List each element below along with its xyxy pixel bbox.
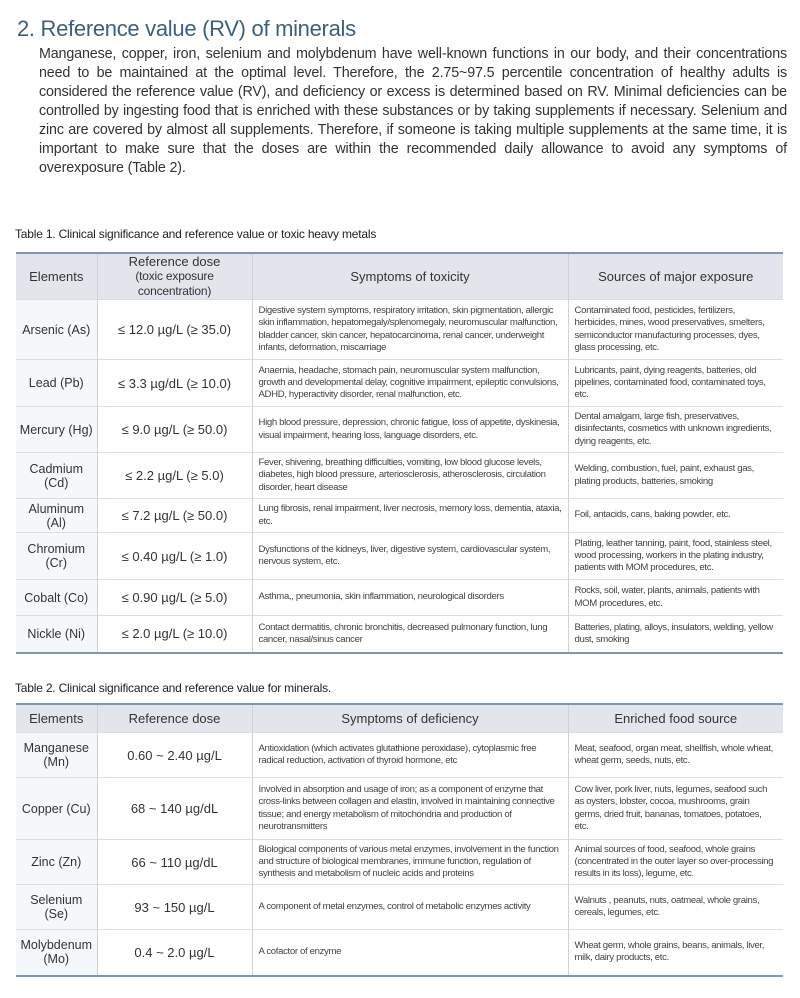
section-title: 2. Reference value (RV) of minerals — [17, 16, 356, 41]
element-cell: Zinc (Zn) — [16, 840, 97, 885]
table1-header-dose-sub: (toxic exposure concentration) — [135, 269, 214, 298]
element-cell: Copper (Cu) — [16, 778, 97, 840]
element-cell: Arsenic (As) — [16, 300, 97, 360]
sources-cell: Welding, combustion, fuel, paint, exhaust gas, plating products, batteries, smoking — [568, 453, 783, 499]
sources-cell: Animal sources of food, seafood, whole grains (concentrated in the outer layer so over-processing results in its loss), legume, etc. — [568, 840, 783, 885]
dose-cell: ≤ 2.2 µg/L (≥ 5.0) — [97, 453, 252, 499]
symptoms-cell: Dysfunctions of the kidneys, liver, digestive system, cardiovascular system, nervous system, etc. — [252, 533, 568, 580]
symptoms-cell: A cofactor of enzyme — [252, 930, 568, 976]
table2-body — [16, 733, 783, 976]
sources-cell: Lubricants, paint, dying reagents, batteries, old pipelines, contaminated food, contaminated toys, etc. — [568, 360, 783, 407]
dose-cell: 66 ~ 110 µg/dL — [97, 840, 252, 885]
sources-cell: Plating, leather tanning, paint, food, stainless steel, wood processing, workers in the plating industry, patients with MOM procedures, etc. — [568, 533, 783, 580]
toxic-metals-table — [16, 252, 783, 654]
table1-caption: Table 1. Clinical significance and reference value or toxic heavy metals — [15, 227, 377, 241]
intro-paragraph: Manganese, copper, iron, selenium and molybdenum have well-known functions in our body, and their concentrations need to be maintained at the optimal level. Therefore, the 2.75~97.5 percentile concentration of healthy adults is considered the reference value (RV), and deficiency or excess is determined based on RV. Minimal deficiencies can be controlled by ingesting food that is enriched with these substances or by taking supplements if necessary. Selenium and zinc are covered by almost all supplements. Therefore, if someone is taking multiple supplements at the same time, it is important to make sure that the doses are within the recommended daily allowance to avoid any symptoms of overexposure (Table 2). — [39, 46, 787, 176]
sources-cell: Rocks, soil, water, plants, animals, patients with MOM procedures, etc. — [568, 580, 783, 616]
element-cell: Aluminum (Al) — [16, 499, 97, 533]
table2-header-row — [16, 704, 783, 733]
sources-cell: Contaminated food, pesticides, fertilizers, herbicides, mines, wood preservatives, smelters, semiconductor manufacturing processes, dyes, glass processing, etc. — [568, 300, 783, 360]
symptoms-cell: A component of metal enzymes, control of metabolic enzymes activity — [252, 885, 568, 930]
symptoms-cell: Fever, shivering, breathing difficulties, vomiting, low blood glucose levels, diabetes, high blood pressure, arteriosclerosis, atherosclerosis, circulation disorder, heart disease — [252, 453, 568, 499]
table2-header-sources: Enriched food source — [568, 704, 783, 733]
table-row — [16, 300, 783, 360]
table1-header-symptoms: Symptoms of toxicity — [252, 253, 568, 300]
table-row — [16, 733, 783, 778]
element-cell: Cadmium (Cd) — [16, 453, 97, 499]
element-cell: Mercury (Hg) — [16, 407, 97, 453]
dose-cell: 0.4 ~ 2.0 µg/L — [97, 930, 252, 976]
sources-cell: Cow liver, pork liver, nuts, legumes, seafood such as oysters, lobster, cocoa, mushrooms, grain germs, dried fruit, bananas, tomatoes, potatoes, etc. — [568, 778, 783, 840]
element-cell: Nickle (Ni) — [16, 616, 97, 653]
table-row — [16, 453, 783, 499]
table-row — [16, 580, 783, 616]
table1-header-row — [16, 253, 783, 300]
sources-cell: Batteries, plating, alloys, insulators, welding, yellow dust, smoking — [568, 616, 783, 653]
table-row — [16, 778, 783, 840]
table-row — [16, 533, 783, 580]
symptoms-cell: High blood pressure, depression, chronic fatigue, loss of appetite, dyskinesia, visual impairment, hearing loss, language disorders, etc. — [252, 407, 568, 453]
table-row — [16, 407, 783, 453]
sources-cell: Walnuts , peanuts, nuts, oatmeal, whole grains, cereals, legumes, etc. — [568, 885, 783, 930]
table1-header-dose-label: Reference dose — [128, 254, 221, 269]
table1-header-elements: Elements — [16, 253, 97, 300]
element-cell: Selenium (Se) — [16, 885, 97, 930]
table2-header-symptoms: Symptoms of deficiency — [252, 704, 568, 733]
table-row — [16, 360, 783, 407]
table1-body — [16, 300, 783, 653]
table-row — [16, 840, 783, 885]
table-row — [16, 616, 783, 653]
sources-cell: Dental amalgam, large fish, preservatives, disinfectants, cosmetics with unknown ingredients, dying reagents, etc. — [568, 407, 783, 453]
table-row — [16, 885, 783, 930]
symptoms-cell: Involved in absorption and usage of iron; as a component of enzyme that cross-links between collagen and elastin, involved in maintaining connective tissue; and energy metabolism of mitochondria and production of neurotransmitters — [252, 778, 568, 840]
symptoms-cell: Lung fibrosis, renal impairment, liver necrosis, memory loss, dementia, ataxia, etc. — [252, 499, 568, 533]
table2-header-dose: Reference dose — [97, 704, 252, 733]
dose-cell: 0.60 ~ 2.40 µg/L — [97, 733, 252, 778]
symptoms-cell: Antioxidation (which activates glutathione peroxidase), cytoplasmic free radical reduction, activation of thyroid hormone, etc — [252, 733, 568, 778]
dose-cell: ≤ 12.0 µg/L (≥ 35.0) — [97, 300, 252, 360]
symptoms-cell: Digestive system symptoms, respiratory irritation, skin pigmentation, allergic skin inflammation, hepatomegaly/splenomegaly, neuromuscular malfunction, bladder cancer, skin cancer, hepatocarcinoma, renal cancer, underweight infants, deformation, miscarriage — [252, 300, 568, 360]
dose-cell: ≤ 0.40 µg/L (≥ 1.0) — [97, 533, 252, 580]
dose-cell: ≤ 0.90 µg/L (≥ 5.0) — [97, 580, 252, 616]
element-cell: Chromium (Cr) — [16, 533, 97, 580]
sources-cell: Foil, antacids, cans, baking powder, etc. — [568, 499, 783, 533]
dose-cell: 93 ~ 150 µg/L — [97, 885, 252, 930]
table2-header-elements: Elements — [16, 704, 97, 733]
sources-cell: Wheat germ, whole grains, beans, animals, liver, milk, dairy products, etc. — [568, 930, 783, 976]
dose-cell: 68 ~ 140 µg/dL — [97, 778, 252, 840]
sources-cell: Meat, seafood, organ meat, shellfish, whole wheat, wheat germ, seeds, nuts, etc. — [568, 733, 783, 778]
element-cell: Lead (Pb) — [16, 360, 97, 407]
table-row — [16, 930, 783, 976]
table1-header-sources: Sources of major exposure — [568, 253, 783, 300]
symptoms-cell: Asthma,, pneumonia, skin inflammation, neurological disorders — [252, 580, 568, 616]
symptoms-cell: Contact dermatitis, chronic bronchitis, decreased pulmonary function, lung cancer, nasal/sinus cancer — [252, 616, 568, 653]
table1-header-dose — [97, 253, 252, 300]
dose-cell: ≤ 3.3 µg/dL (≥ 10.0) — [97, 360, 252, 407]
symptoms-cell: Biological components of various metal enzymes, involvement in the function and structure of biological membranes, immune function, regulation of synthesis and metabolism of nucleic acids and proteins — [252, 840, 568, 885]
table-row — [16, 499, 783, 533]
element-cell: Cobalt (Co) — [16, 580, 97, 616]
dose-cell: ≤ 9.0 µg/L (≥ 50.0) — [97, 407, 252, 453]
dose-cell: ≤ 2.0 µg/L (≥ 10.0) — [97, 616, 252, 653]
element-cell: Molybdenum (Mo) — [16, 930, 97, 976]
minerals-table — [16, 703, 783, 977]
element-cell: Manganese (Mn) — [16, 733, 97, 778]
symptoms-cell: Anaemia, headache, stomach pain, neuromuscular system malfunction, growth and developmental delay, cognitive impairment, epileptic convulsions, ADHD, hyperactivity disorder, renal malfunction, etc. — [252, 360, 568, 407]
table2-caption: Table 2. Clinical significance and reference value for minerals. — [15, 681, 332, 695]
dose-cell: ≤ 7.2 µg/L (≥ 50.0) — [97, 499, 252, 533]
